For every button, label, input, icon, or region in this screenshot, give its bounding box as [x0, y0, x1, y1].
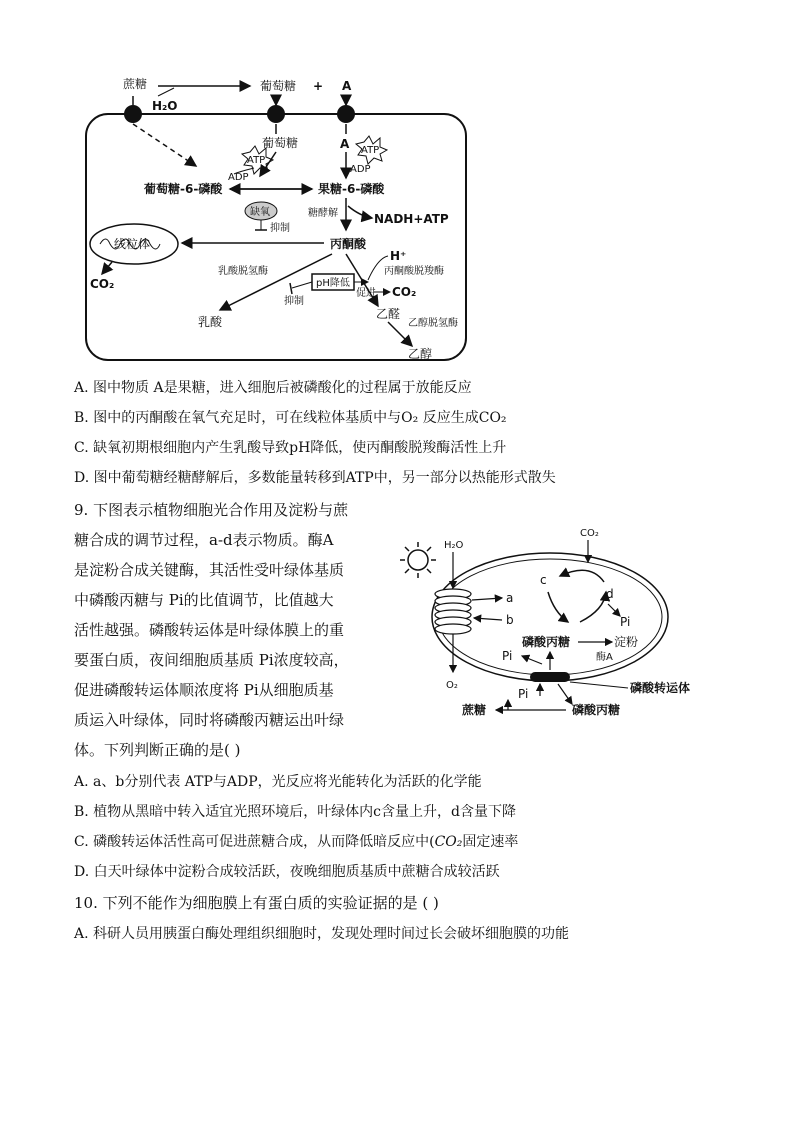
label-h2o: H₂O — [444, 540, 464, 551]
q10-stem: 10. 下列不能作为细胞膜上有蛋白质的实验证据的是 ( ) — [74, 894, 439, 912]
label-pi-right: Pi — [620, 615, 631, 629]
label-triose-in: 磷酸丙糖 — [522, 635, 571, 649]
label-ph-low: pH降低 — [316, 278, 350, 289]
label-adp-1: ADP — [228, 172, 249, 183]
label-promote: 促进 — [356, 288, 376, 299]
q9-stem-line-9: 体。下列判断正确的是( ) — [74, 741, 241, 759]
label-o2: O₂ — [446, 680, 458, 691]
q9-option-c-tail: 固定速率 — [462, 834, 519, 850]
label-hypoxia: 缺氧 — [250, 207, 270, 218]
label-inhibit-1: 抑制 — [270, 223, 290, 234]
q9-stem-line-3: 是淀粉合成关键酶，其活性受叶绿体基质 — [74, 561, 345, 579]
calvin-cycle — [560, 570, 604, 582]
label-ldh: 乳酸脱氢酶 — [218, 266, 268, 277]
label-pi-left: Pi — [502, 649, 513, 663]
label-glycolysis: 糖酵解 — [308, 208, 338, 219]
q9-stem-line-6: 要蛋白质，夜间细胞质基质 Pi浓度较高， — [74, 651, 349, 669]
phosphate-transporter — [530, 672, 570, 682]
label-f6p: 果糖-6-磷酸 — [318, 182, 385, 196]
q9-stem-line-4: 中磷酸丙糖与 Pi的比值调节，比值越大 — [74, 591, 334, 609]
sun-icon — [400, 542, 436, 578]
label-atp-2: ATP — [361, 145, 380, 156]
line-h2o — [158, 88, 174, 96]
label-atp-1: ATP — [247, 155, 266, 166]
label-plus: + — [313, 79, 324, 93]
label-ethanol: 乙醇 — [408, 347, 433, 361]
q9-option-d: D. 白天叶绿体中淀粉合成较活跃，夜晚细胞质基质中蔗糖合成较活跃 — [74, 864, 500, 880]
label-adh: 乙醇脱氢酶 — [408, 318, 458, 329]
q8-option-b: B. 图中的丙酮酸在氧气充足时，可在线粒体基质中与O₂ 反应生成CO₂ — [74, 410, 507, 426]
label-inhibit-2: 抑制 — [284, 296, 304, 307]
q9-option-b: B. 植物从黑暗中转入适宜光照环境后，叶绿体内c含量上升，d含量下降 — [74, 804, 516, 820]
q10-option-a: A. 科研人员用胰蛋白酶处理组织细胞时，发现处理时间过长会破坏细胞膜的功能 — [74, 926, 570, 942]
label-lactate: 乳酸 — [198, 315, 223, 329]
label-co2-right: CO₂ — [392, 285, 417, 299]
respiration-diagram — [78, 68, 478, 368]
q9-option-a: A. a、b分别代表 ATP与ADP，光反应将光能转化为活跃的化学能 — [74, 774, 482, 790]
label-starch: 淀粉 — [614, 635, 639, 649]
label-h2o: H₂O — [152, 99, 178, 113]
label-nadh-atp: NADH+ATP — [374, 212, 449, 226]
label-glucose-top: 葡萄糖 — [260, 79, 297, 93]
label-adp-2: ADP — [350, 164, 371, 175]
q8-option-a: A. 图中物质 A是果糖，进入细胞后被磷酸化的过程属于放能反应 — [74, 380, 472, 396]
label-pi-bottom: Pi — [518, 687, 529, 701]
label-b: b — [506, 613, 514, 627]
q9-option-c-text: C. 磷酸转运体活性高可促进蔗糖合成，从而降低暗反应中( — [74, 834, 435, 850]
label-pyruvate: 丙酮酸 — [330, 237, 367, 251]
q9-stem-line-1: 9. 下图表示植物细胞光合作用及淀粉与蔗 — [74, 501, 349, 519]
transporter-sucrose — [124, 105, 142, 123]
arrow-dashed-sucrose — [133, 124, 196, 166]
chloroplast-diagram — [390, 522, 720, 722]
q9-stem-line-2: 糖合成的调节过程，a-d表示物质。酶A — [74, 531, 334, 549]
label-transporter: 磷酸转运体 — [630, 681, 691, 695]
thylakoid-stack — [435, 589, 471, 634]
label-acetaldehyde: 乙醛 — [376, 307, 401, 321]
label-enzyme-a: 酶A — [596, 652, 613, 663]
label-sucrose: 蔗糖 — [123, 77, 148, 91]
q9-stem-line-8: 质运入叶绿体，同时将磷酸丙糖运出叶绿 — [74, 711, 345, 729]
label-g6p: 葡萄糖-6-磷酸 — [144, 182, 223, 196]
label-glucose-in: 葡萄糖 — [262, 136, 299, 150]
q9-option-c-formula: CO₂ — [434, 834, 463, 850]
q8-option-d: D. 图中葡萄糖经糖酵解后，多数能量转移到ATP中，另一部分以热能形式散失 — [74, 470, 556, 486]
label-d: d — [606, 587, 614, 601]
label-a-top: A — [342, 79, 352, 93]
label-c: c — [540, 573, 547, 587]
q9-stem-line-7: 促进磷酸转运体顺浓度将 Pi从细胞质基 — [74, 681, 334, 699]
q9-option-c — [74, 832, 518, 852]
label-sucrose: 蔗糖 — [462, 703, 487, 717]
label-a-in: A — [340, 137, 350, 151]
label-triose-out: 磷酸丙糖 — [572, 703, 621, 717]
label-co2-left: CO₂ — [90, 277, 115, 291]
label-pdc: 丙酮酸脱羧酶 — [384, 266, 444, 277]
transporter-glucose — [267, 105, 285, 123]
transporter-a — [337, 105, 355, 123]
label-a: a — [506, 591, 514, 605]
q8-option-c: C. 缺氧初期根细胞内产生乳酸导致pH降低，使丙酮酸脱羧酶活性上升 — [74, 440, 507, 456]
label-co2: CO₂ — [580, 528, 599, 539]
label-mitochondrion: 线粒体 — [114, 237, 151, 251]
q9-stem-line-5: 活性越强。磷酸转运体是叶绿体膜上的重 — [74, 621, 345, 639]
label-h-plus: H⁺ — [390, 249, 407, 263]
